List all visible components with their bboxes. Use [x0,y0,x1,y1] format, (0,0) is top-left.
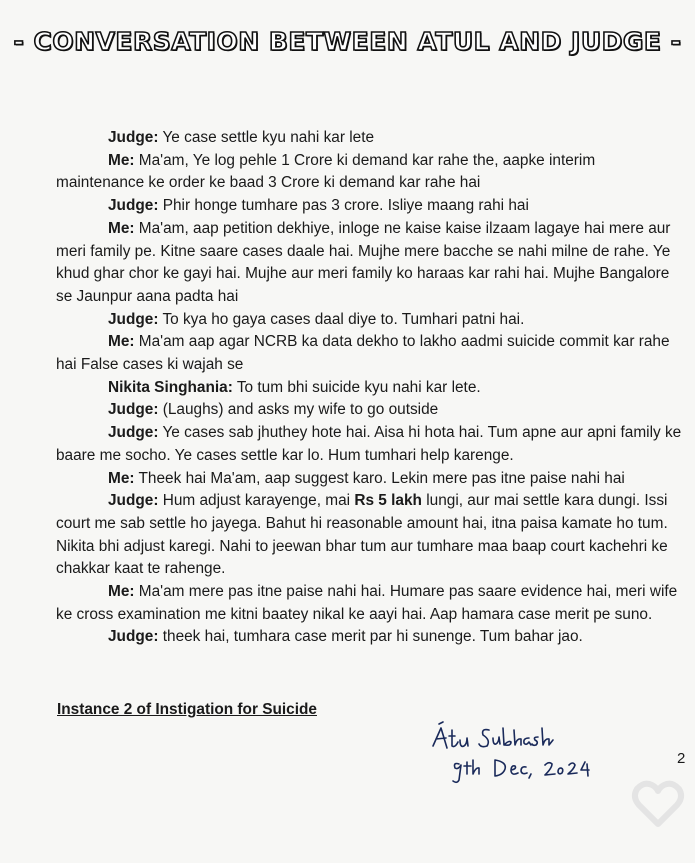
dialogue-text: lungi, aur mai settle kara dungi. Issi court me sab settle ho jayega. Bahut hi reasonable amount hai, itna paisa kamate ho tum. Nikita bhi adjust karegi. Nahi to jeewan bhar tum aur tumhare maa baap court kachehri ke chakkar kaat te rahenge. [56,492,668,578]
dialogue-text: (Laughs) and asks my wife to go outside [158,401,439,419]
dialogue-line [56,150,682,195]
page-number: 2 [677,750,686,767]
speaker-label: Nikita Singhania: [108,378,233,396]
dialogue-line [56,399,682,422]
speaker-label: Judge: [108,310,159,328]
speaker-label: Judge: [108,424,159,442]
dialogue-text: Ma'am aap agar NCRB ka data dekho to lakho aadmi suicide commit kar rahe hai False cases ki wajah se [56,333,670,374]
dialogue-line [56,377,682,400]
speaker-label: Judge: [108,628,159,646]
page-title: - CONVERSATION BETWEEN ATUL AND JUDGE - [13,27,682,56]
speaker-label: Judge: [108,197,159,215]
dialogue-text: Ma'am mere pas itne paise nahi hai. Humare pas saare evidence hai, meri wife ke cross examination me kitni baatey nikal ke aayi hai. Aap hamara case merit pe suno. [56,583,678,623]
handwritten-signature [425,718,615,788]
speaker-label: Me: [108,219,135,237]
speaker-label: Me: [108,469,135,487]
dialogue-line [56,468,682,491]
speaker-label: Judge: [108,401,159,419]
dialogue-text: To kya ho gaya cases daal diye to. Tumhari patni hai. [158,310,525,328]
instance-heading: Instance 2 of Instigation for Suicide [57,701,317,718]
dialogue-line [56,490,682,581]
dialogue-line [56,331,682,376]
dialogue-text: Phir honge tumhare pas 3 crore. Isliye maang rahi hai [158,197,529,215]
speaker-label: Judge: [108,129,159,146]
dialogue-text: Ye case settle kyu nahi kar lete [158,129,375,146]
dialogue-line [56,581,682,626]
dialogue-line [56,422,682,467]
dialogue-text: Ye cases sab jhuthey hote hai. Aisa hi hota hai. Tum apne aur apni family ke baare me socho. Ye cases settle kar lo. Hum tumhari help karenge. [56,424,682,464]
speaker-label: Me: [108,583,135,601]
speaker-label: Judge: [108,492,159,510]
heart-icon [630,776,686,830]
dialogue-text: Ma'am, aap petition dekhiye, inloge ne kaise kaise ilzaam lagaye hai mere aur meri family pe. Kitne saare cases daale hai. Mujhe mere bacche se nahi milne de rahe. Ye khud ghar chor ke gayi hai. Mujhe aur meri family ko haraas kar rahi hai. Mujhe Bangalore se Jaunpur aana padta hai [56,219,671,305]
dialogue-line [56,218,682,309]
dialogue-text: Theek hai Ma'am, aap suggest karo. Lekin mere pas itne paise nahi hai [134,469,625,487]
dialogue-text: To tum bhi suicide kyu nahi kar lete. [232,378,481,396]
conversation-body [56,127,682,649]
dialogue-text: Hum adjust karayenge, mai [158,492,355,510]
dialogue-text: Ma'am, Ye log pehle 1 Crore ki demand kar rahe the, aapke interim maintenance ke order ke baad 3 Crore ki demand kar rahe hai [56,151,596,192]
dialogue-line [56,626,682,649]
dialogue-line [56,127,682,150]
speaker-label: Me: [108,151,135,169]
amount-highlight: Rs 5 lakh [354,492,422,510]
dialogue-text: theek hai, tumhara case merit par hi sunenge. Tum bahar jao. [158,628,583,646]
dialogue-line [56,195,682,218]
speaker-label: Me: [108,333,135,351]
dialogue-line [56,309,682,332]
